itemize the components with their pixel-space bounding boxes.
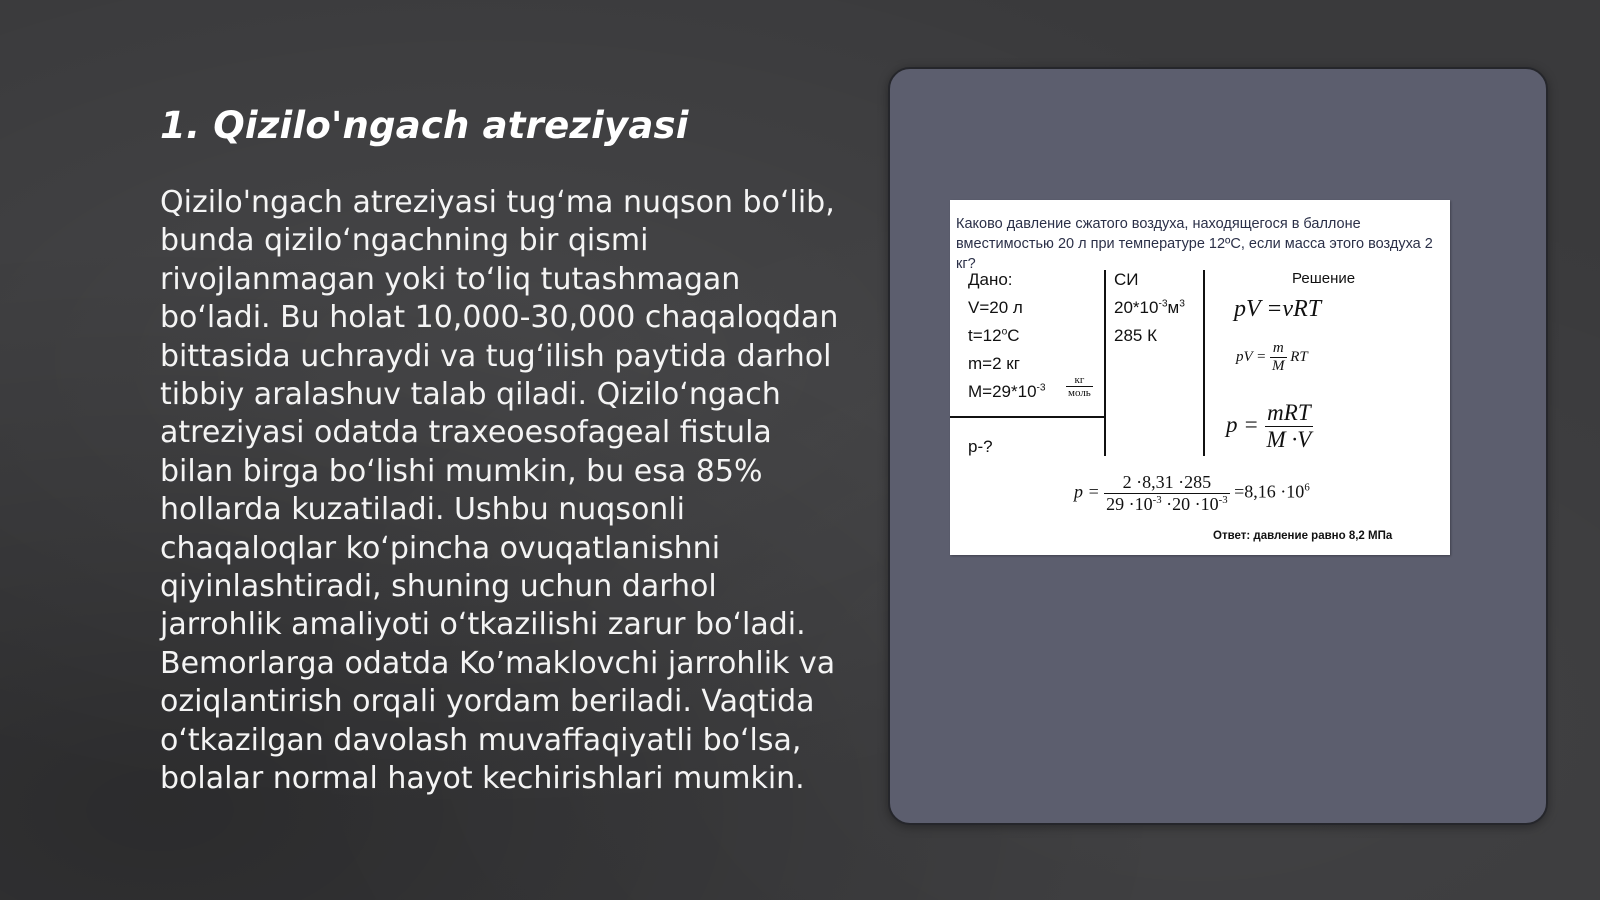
formula-moles — [1236, 340, 1308, 375]
si-temperature: 285 К — [1114, 326, 1157, 345]
answer-text: Ответ: давление равно 8,2 МПа — [1213, 530, 1393, 542]
given-mass: m=2 кг — [968, 354, 1020, 373]
formula-moles-left: pV = — [1236, 348, 1267, 365]
formula-moles-denominator: M — [1272, 358, 1285, 374]
slide-title: 1. Qizilo'ngach atreziyasi — [160, 104, 689, 147]
given-volume: V=20 л — [968, 298, 1023, 317]
formula-calculation-den-b-exp: -3 — [1218, 494, 1228, 506]
given-header: Дано: — [968, 270, 1013, 289]
formula-pressure — [1226, 400, 1313, 453]
given-divider-line — [950, 416, 1105, 418]
formula-calculation-denominator — [1104, 494, 1230, 515]
formula-calculation-result-exp: 6 — [1304, 481, 1310, 494]
formula-calculation-numerator: 2 ·8,31 ·285 — [1104, 472, 1230, 494]
formula-pressure-denominator: M ·V — [1266, 427, 1312, 452]
formula-pressure-left: p = — [1226, 411, 1259, 437]
si-header: СИ — [1114, 270, 1139, 289]
formula-calculation-den-b: ·20 ·10 — [1161, 494, 1219, 514]
formula-calculation-den-a-exp: -3 — [1152, 494, 1162, 506]
molar-unit-numerator: кг — [1066, 374, 1093, 387]
given-temperature-degree: o — [1001, 326, 1008, 338]
given-molar-mass — [968, 382, 1046, 402]
si-volume — [1114, 298, 1185, 318]
physics-problem-card — [950, 200, 1450, 555]
formula-calculation-left: p = — [1074, 481, 1100, 502]
si-volume-unit-exponent: 3 — [1179, 298, 1185, 310]
given-molar-mass-unit — [1066, 374, 1093, 399]
formula-calculation-den-a: 29 ·10 — [1106, 494, 1153, 514]
formula-moles-numerator: m — [1270, 340, 1287, 358]
si-volume-unit: м — [1167, 298, 1180, 317]
column-divider-2 — [1203, 270, 1205, 456]
slide-body-text: Qizilo'ngach atreziyasi tug‘ma nuqson bo‘lib, bunda qizilo‘ngachning bir qismi rivojlanmagan yoki to‘liq tutashmagan bo‘ladi. Bu holat 10,000-30,000 chaqaloqdan bittasida uchraydi va tug‘ilish paytida darhol tibbiy aralashuv talab qiladi. Qizilo‘ngach atreziyasi odatda traxeoesofageal fistula bilan birga bo‘lishi mumkin, bu esa 85% hollarda kuzatiladi. Ushbu nuqsonli chaqaloqlar ko‘pincha ovuqatlanishni qiyinlashtiradi, shuning uchun darhol jarrohlik amaliyoti o‘tkazilishi zarur bo‘ladi. Bemorlarga odatda Ko’maklovchi jarrohlik va oziqlantirish orqali yordam beriladi. Vaqtida o‘tkazilgan davolash muvaffaqiyatli bo‘lsa, bolalar normal hayot kechirishlari mumkin. — [160, 185, 839, 797]
find-unknown: p-? — [968, 437, 993, 456]
si-volume-exponent: -3 — [1158, 298, 1168, 310]
column-divider-1 — [1104, 270, 1106, 456]
given-molar-mass-value: M=29*10 — [968, 382, 1037, 401]
problem-question: Каково давление сжатого воздуха, находящегося в баллоне вместимостью 20 л при температуре 12ºС, если масса этого воздуха 2 кг? — [956, 216, 1433, 272]
si-volume-value: 20*10 — [1114, 298, 1159, 317]
given-molar-mass-exponent: -3 — [1036, 382, 1046, 394]
formula-calculation-result: =8,16 ·10 — [1234, 481, 1305, 502]
given-temperature-unit: С — [1007, 326, 1020, 345]
solution-header: Решение — [1292, 270, 1356, 287]
formula-ideal-gas: pV =νRT — [1234, 296, 1322, 322]
formula-calculation — [1074, 472, 1310, 515]
formula-pressure-numerator: mRT — [1265, 400, 1314, 427]
formula-moles-right: RT — [1290, 348, 1308, 365]
given-temperature — [968, 326, 1020, 346]
molar-unit-denominator: моль — [1068, 387, 1091, 399]
given-temperature-value: t=12 — [968, 326, 1002, 345]
